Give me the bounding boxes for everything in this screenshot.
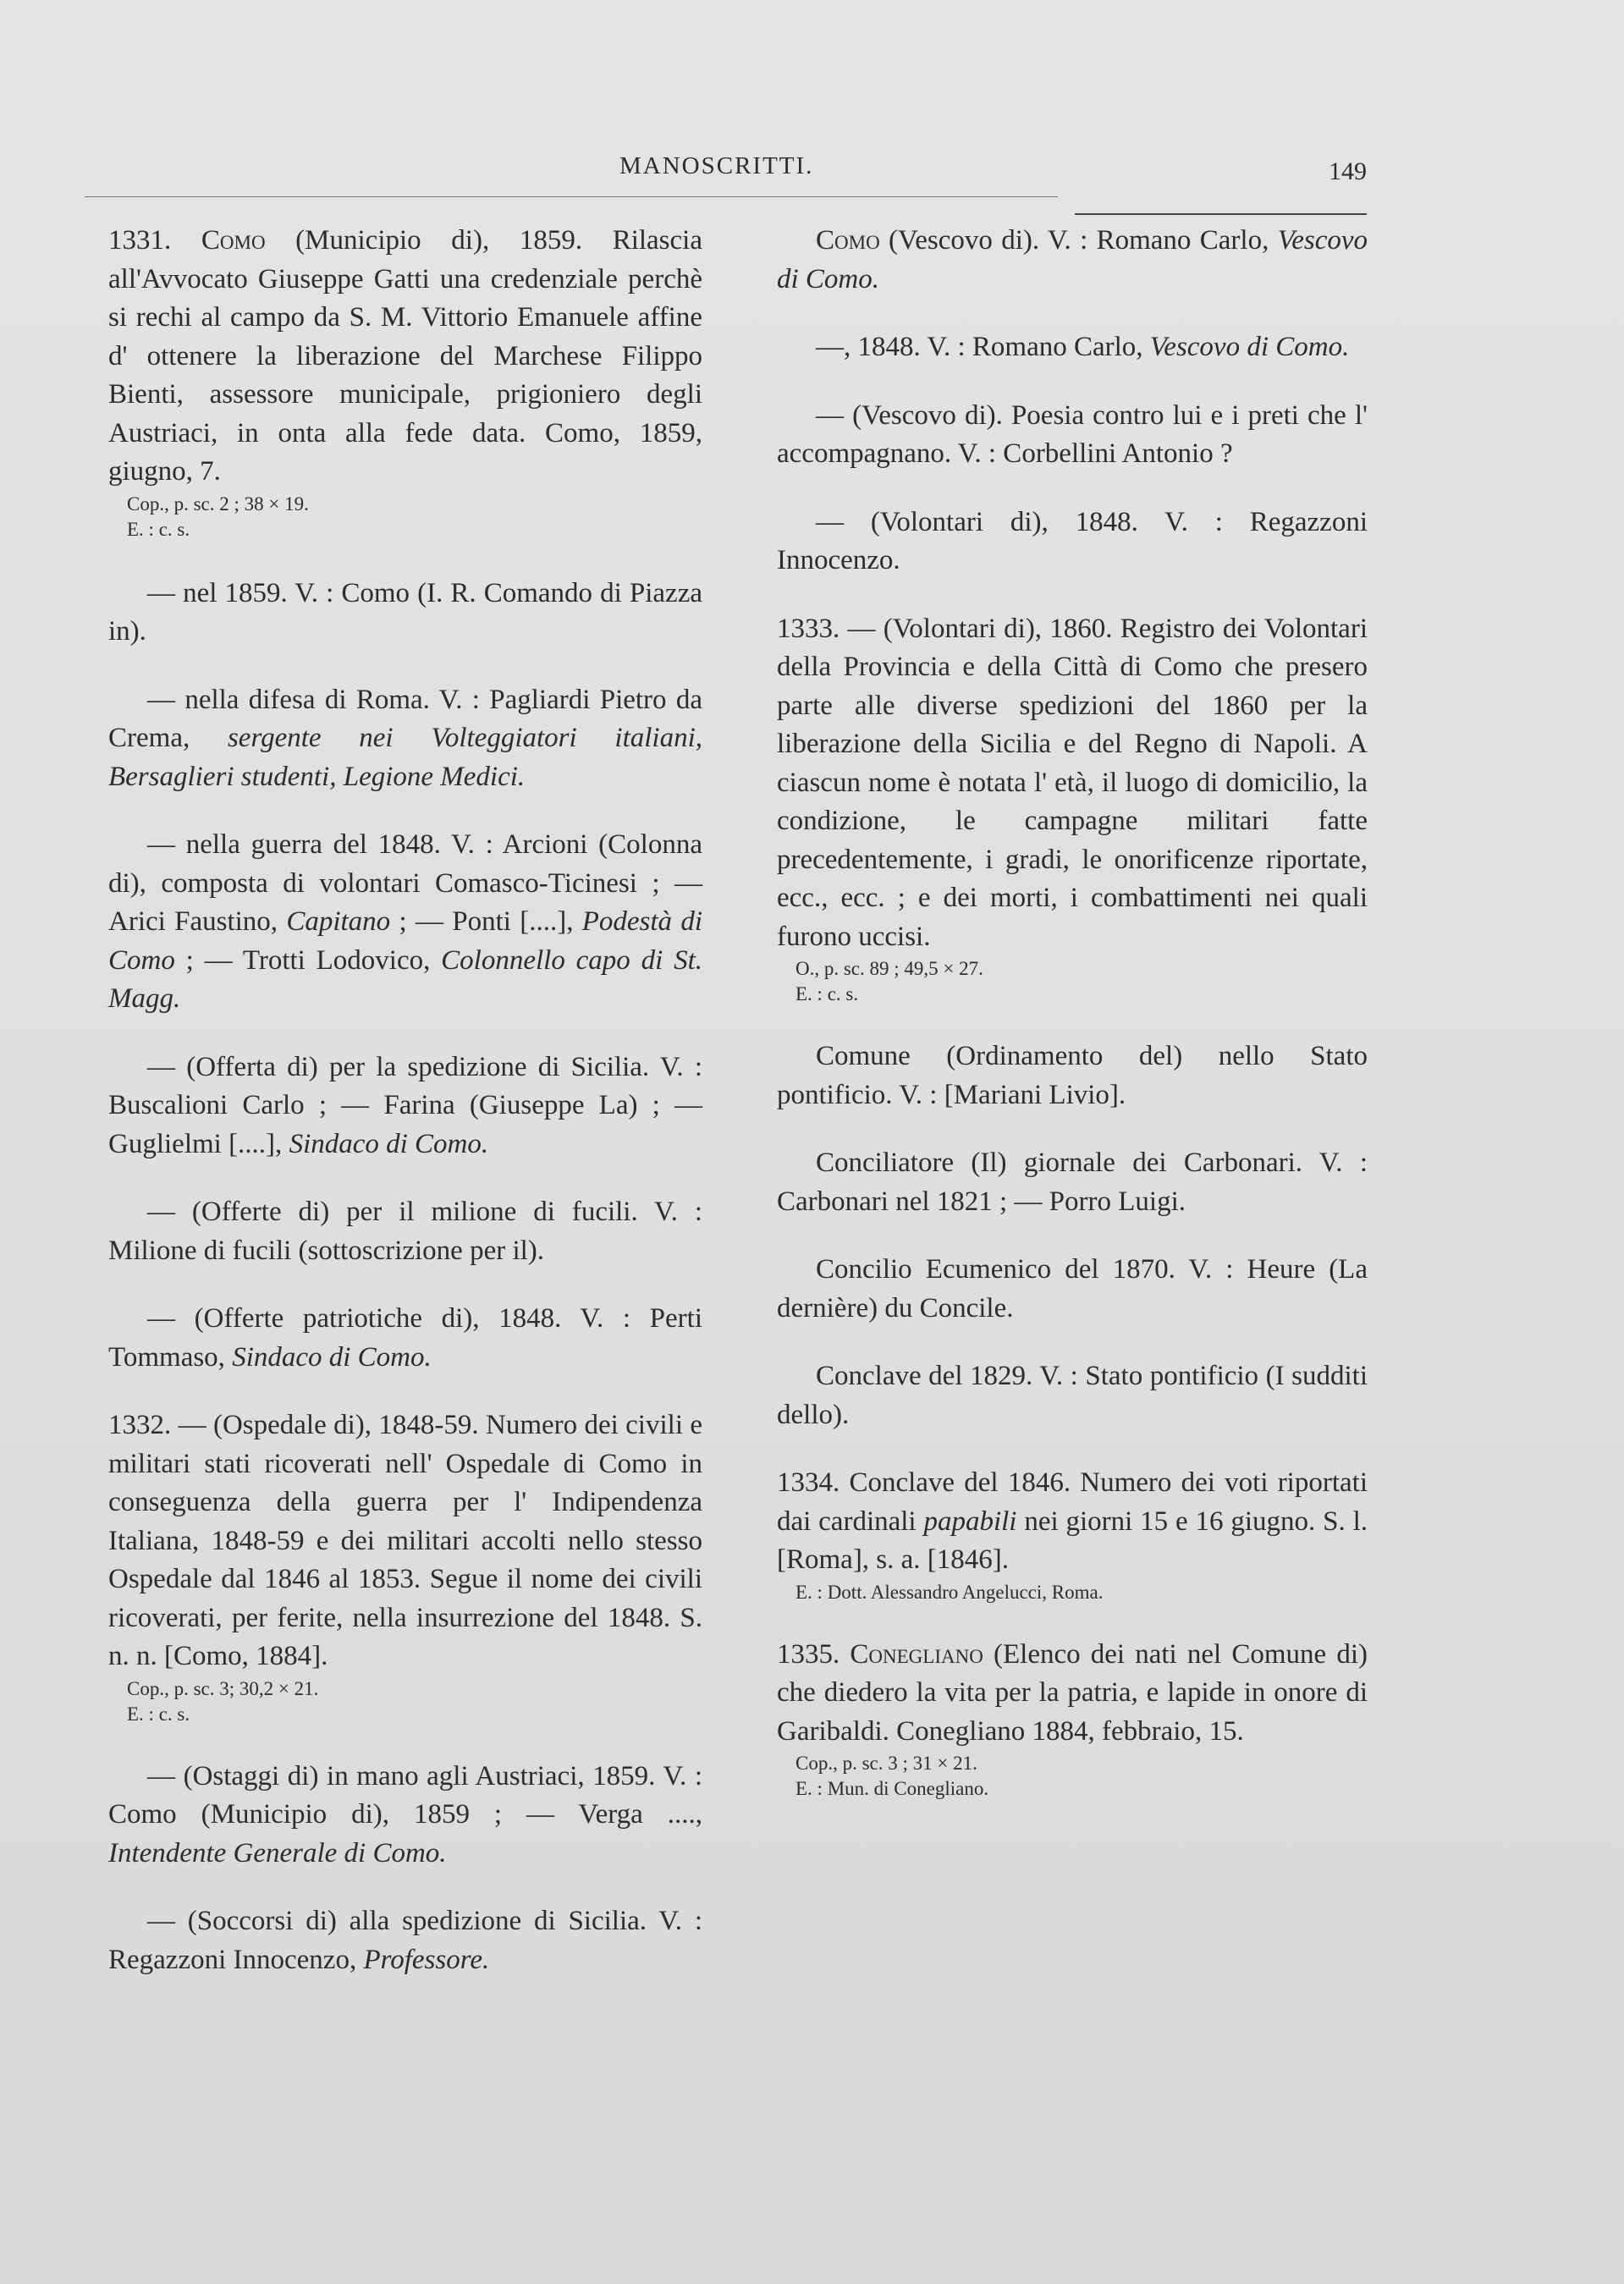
- entry-italic: Podestà di Como: [108, 906, 703, 976]
- entry-note: Cop., p. sc. 3; 30,2 × 21.: [127, 1677, 319, 1699]
- entry-text: nei giorni 15 e 16 giugno. S. l. [Roma], s. a. [1846].: [777, 1505, 1368, 1575]
- entry-note: E. : Dott. Alessandro Angelucci, Roma.: [795, 1581, 1104, 1603]
- entry-text: — (Offerta di) per la spedizione di Sicilia. V. : Buscalioni Carlo ; — Farina (Giuseppe La) ; — Guglielmi [....],: [108, 1051, 702, 1159]
- entry-text: Concilio Ecumenico del 1870. V. : Heure (La dernière) du Concile.: [777, 1254, 1368, 1324]
- entry-text: ; — Trotti Lodovico,: [174, 944, 442, 976]
- entry-1333: [777, 610, 1368, 1008]
- entry-text: — nella guerra del 1848. V. : Arcioni (Colonna di), composta di volontari Comasco-Ticinesi ; — Arici Faustino,: [108, 829, 702, 937]
- right-column: [777, 222, 1368, 1831]
- entry-1334: [777, 1464, 1368, 1605]
- entry-italic: Sindaco di Como.: [232, 1341, 432, 1373]
- entry-nel-1859: [108, 575, 702, 652]
- entry-italic: Vescovo di Como.: [777, 225, 1368, 294]
- entry-text: ; — Ponti [....],: [390, 906, 582, 937]
- entry-note: Cop., p. sc. 3 ; 31 × 21.: [795, 1753, 977, 1774]
- entry-volontari-1848: [777, 504, 1368, 581]
- entry-text: (Municipio di), 1859. Rilascia all'Avvocato Giuseppe Gatti una credenziale perchè si rechi al campo da S. M. Vittorio Emanuele affine d' ottenere la liberazione del Marchese Filippo Bienti, assessore municipale, prigioniero degli Austriaci, in onta alla fede data. Como, 1859, giugno, 7.: [108, 225, 702, 487]
- entry-text: — (Volontari di), 1848. V. : Regazzoni Innocenzo.: [777, 506, 1368, 575]
- entry-number: 1335.: [777, 1638, 851, 1670]
- entry-note: E. : Mun. di Conegliano.: [795, 1778, 989, 1799]
- entry-ostaggi: [108, 1758, 702, 1874]
- entry-guerra-1848: [108, 826, 702, 1019]
- entry-soccorsi: [108, 1902, 702, 1979]
- entry-text: — nel 1859. V. : Como (I. R. Comando di Piazza in).: [108, 577, 702, 647]
- entry-italic: sergente nei Volteggiatori italiani, Bersaglieri studenti, Legione Medici.: [108, 723, 703, 792]
- entry-italic: Vescovo di Como.: [1149, 332, 1350, 362]
- page-number: 149: [1329, 157, 1367, 185]
- entry-text: — (Offerte patriotiche di), 1848. V. : Perti Tommaso,: [108, 1303, 702, 1373]
- entry-italic: Professore.: [363, 1944, 490, 1975]
- entry-text: (Elenco dei nati nel Comune di) che diedero la vita per la patria, e lapide in onore di Garibaldi. Conegliano 1884, febbraio, 15.: [777, 1638, 1368, 1747]
- entry-vescovo: [777, 222, 1368, 299]
- entry-italic: Colonnello capo di St. Magg.: [108, 944, 702, 1014]
- entry-concilio: [777, 1251, 1368, 1328]
- entry-conclave-1829: [777, 1357, 1368, 1434]
- entry-conciliatore: [777, 1144, 1368, 1221]
- entry-italic: Capitano: [286, 906, 391, 937]
- entry-italic: Sindaco di Como.: [289, 1128, 489, 1159]
- header-rule-left: [85, 196, 1058, 197]
- entry-heading: Como: [201, 225, 266, 256]
- entry-1331: [108, 222, 702, 542]
- entry-offerta-sicilia: [108, 1048, 702, 1164]
- entry-text: — (Vescovo di). Poesia contro lui e i preti che l' accompagnano. V. : Corbellini Antonio ?: [777, 399, 1368, 469]
- entry-heading: Como: [816, 225, 880, 256]
- entry-offerte-patriotiche: [108, 1300, 702, 1377]
- entry-vescovo-1848: [777, 328, 1368, 367]
- entry-text: — (Offerte di) per il milione di fucili. V. : Milione di fucili (sottoscrizione per il).: [108, 1197, 702, 1266]
- entry-note: O., p. sc. 89 ; 49,5 × 27.: [795, 958, 983, 979]
- entry-text: Conclave del 1829. V. : Stato pontificio (I sudditi dello).: [777, 1361, 1368, 1430]
- entry-italic: papabili: [923, 1505, 1017, 1537]
- entry-text: 1333. — (Volontari di), 1860. Registro dei Volontari della Provincia e della Città di Como che presero parte alle diverse spedizioni del 1860 per la liberazione della Sicilia e del Regno di Napoli. A ciascun nome è notata l' età, il luogo di domicilio, la condizione, le campagne militari fatte precedentemente, i gradi, le onorificenze riportate, ecc., ecc. ; e dei morti, i combattimenti nei quali furono uccisi.: [777, 613, 1368, 952]
- entry-note: Cop., p. sc. 2 ; 38 × 19.: [127, 493, 309, 515]
- entry-heading: Conegliano: [850, 1638, 983, 1670]
- entry-text: — (Soccorsi di) alla spedizione di Sicilia. V. : Regazzoni Innocenzo,: [108, 1906, 702, 1975]
- entry-1332: [108, 1406, 702, 1727]
- entry-poesia: [777, 397, 1368, 474]
- entry-number: 1331.: [108, 225, 172, 256]
- entry-text: — (Ostaggi di) in mano agli Austriaci, 1859. V. : Como (Municipio di), 1859 ; — Verga ....,: [108, 1760, 702, 1830]
- entry-italic: Intendente Generale di Como.: [108, 1837, 447, 1868]
- entry-text: 1332. — (Ospedale di), 1848-59. Numero dei civili e militari stati ricoverati nell' Ospedale di Como in conseguenza della guerra per l' Indipendenza Italiana, 1848-59 e dei militari accolti nello stesso Ospedale dal 1846 al 1853. Segue il nome dei civili ricoverati, per ferite, nella insurrezione del 1848. S. n. n. [Como, 1884].: [108, 1410, 702, 1671]
- entry-text: — nella difesa di Roma. V. : Pagliardi Pietro da Crema,: [108, 684, 702, 753]
- entry-note: E. : c. s.: [127, 518, 190, 540]
- entry-text: —, 1848. V. : Romano Carlo,: [816, 332, 1150, 362]
- entry-note: E. : c. s.: [795, 983, 859, 1004]
- running-head: MANOSCRITTI.: [619, 152, 814, 179]
- entry-text: Comune (Ordinamento del) nello Stato pontificio. V. : [Mariani Livio].: [777, 1041, 1368, 1110]
- entry-1335: [777, 1636, 1368, 1802]
- entry-text: (Vescovo di). V. : Romano Carlo,: [879, 225, 1278, 256]
- header-rule-right: [1075, 213, 1367, 215]
- entry-comune: [777, 1037, 1368, 1114]
- page-header: [0, 152, 1624, 195]
- entry-text: Conciliatore (Il) giornale dei Carbonari. V. : Carbonari nel 1821 ; — Porro Luigi.: [777, 1148, 1368, 1217]
- entry-difesa-roma: [108, 681, 702, 797]
- entry-text: 1334. Conclave del 1846. Numero dei voti riportati dai cardinali: [777, 1467, 1368, 1537]
- entry-note: E. : c. s.: [127, 1703, 190, 1725]
- entry-offerte-fucili: [108, 1193, 702, 1270]
- left-column: [108, 222, 702, 2009]
